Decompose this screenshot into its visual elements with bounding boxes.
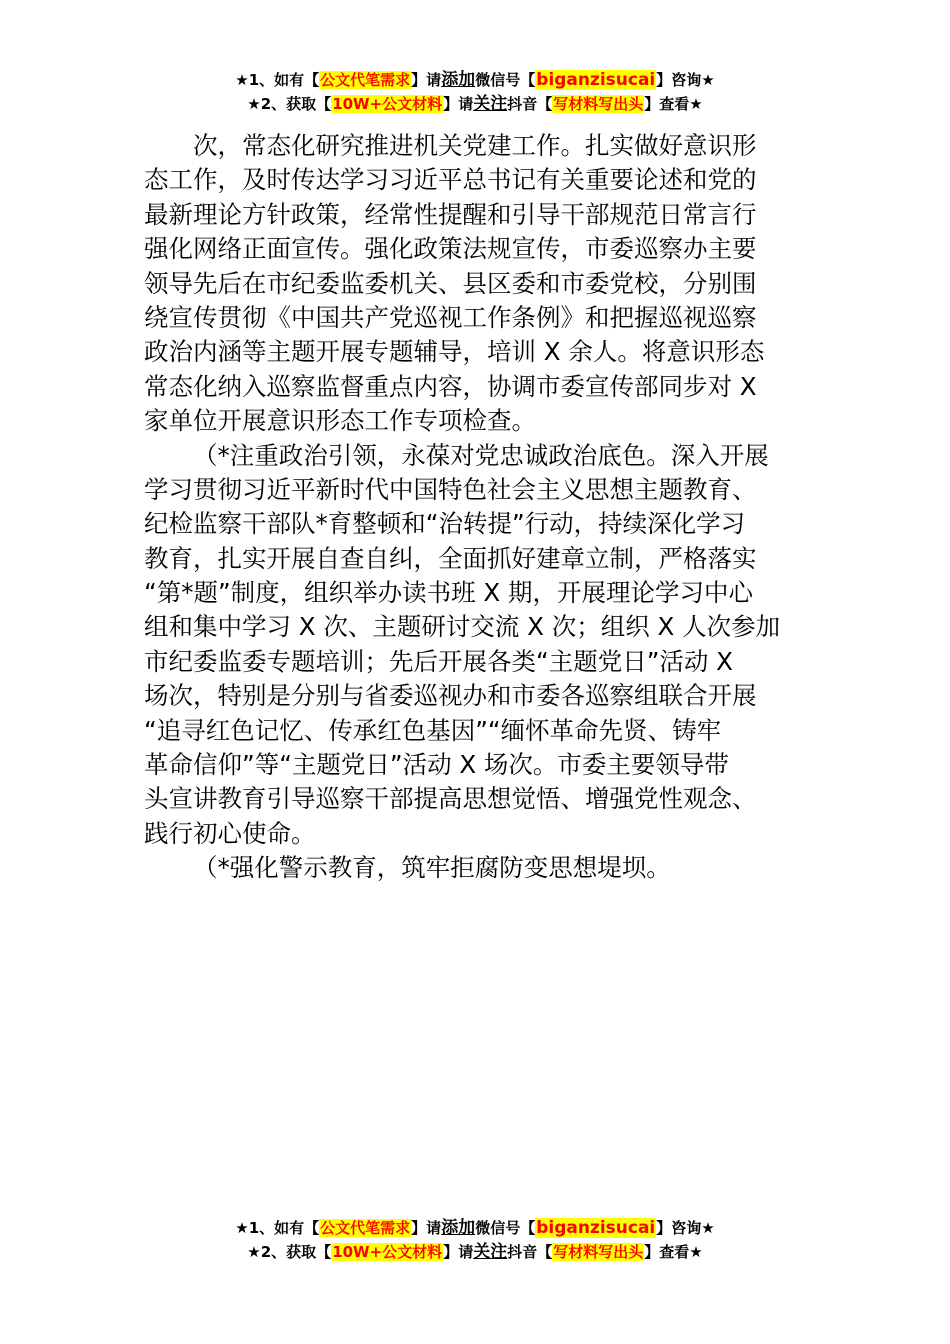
banner-text: ★1、如有【 (235, 1219, 320, 1237)
body-line: 教育，扎实开展自查自纠，全面抓好建章立制，严格落实 (144, 543, 757, 573)
banner-text: 】请 (411, 1219, 442, 1237)
banner-underlined: 关注 (473, 1242, 508, 1262)
footer-banner (0, 1216, 950, 1264)
banner-highlight: 公文代笔需求 (320, 1219, 411, 1237)
body-line: 绕宣传贯彻《中国共产党巡视工作条例》和把握巡视巡察 (144, 302, 757, 332)
banner-text: 抖音【 (507, 1243, 553, 1261)
banner-text: ★2、获取【 (247, 1243, 332, 1261)
banner-line-2 (0, 1240, 950, 1264)
banner-douyin-id: 写材料写出头 (553, 95, 644, 113)
body-line: 组和集中学习 X 次、主题研讨交流 X 次；组织 X 人次参加 (144, 612, 781, 642)
body-line: 学习贯彻习近平新时代中国特色社会主义思想主题教育、 (144, 474, 757, 504)
banner-text: 】请 (443, 95, 474, 113)
banner-underlined: 关注 (473, 94, 508, 114)
section-heading-line: （*强化警示教育，筑牢拒腐防变思想堤坝。 (193, 853, 671, 883)
banner-underlined: 添加 (441, 1218, 476, 1238)
banner-text: 】咨询★ (656, 1219, 715, 1237)
body-line: 场次，特别是分别与省委巡视办和市委各巡察组联合开展 (144, 681, 757, 711)
body-line: 常态化纳入巡察监督重点内容，协调市委宣传部同步对 X (144, 371, 757, 401)
header-banner (0, 68, 950, 116)
banner-douyin-id: 写材料写出头 (553, 1243, 644, 1261)
banner-wechat-id: biganzisucai (536, 1218, 656, 1238)
banner-text: 】查看★ (644, 1243, 703, 1261)
banner-text: ★2、获取【 (247, 95, 332, 113)
body-line: 最新理论方针政策，经常性提醒和引导干部规范日常言行 (144, 199, 757, 229)
body-line: 头宣讲教育引导巡察干部提高思想觉悟、增强党性观念、 (144, 784, 757, 814)
body-line: 市纪委监委专题培训；先后开展各类“主题党日”活动 X (144, 646, 733, 676)
body-line: “追寻红色记忆、传承红色基因”“缅怀革命先贤、铸牢 (144, 715, 722, 745)
body-line: 践行初心使命。 (144, 818, 316, 848)
banner-text: 】请 (411, 71, 442, 89)
body-line: “第*题”制度，组织举办读书班 X 期，开展理论学习中心 (144, 578, 753, 608)
banner-text: 】查看★ (644, 95, 703, 113)
body-line: 家单位开展意识形态工作专项检查。 (144, 406, 536, 436)
banner-wechat-id: biganzisucai (536, 70, 656, 90)
banner-line-2 (0, 92, 950, 116)
body-line: 态工作，及时传达学习习近平总书记有关重要论述和党的 (144, 165, 757, 195)
banner-text: 】请 (443, 1243, 474, 1261)
banner-text: ★1、如有【 (235, 71, 320, 89)
document-body (144, 129, 808, 886)
body-line: 领导先后在市纪委监委机关、县区委和市委党校，分别围 (144, 268, 757, 298)
body-line: 革命信仰”等“主题党日”活动 X 场次。市委主要领导带 (144, 750, 729, 780)
banner-highlight: 10W+公文材料 (332, 95, 443, 113)
banner-text: 】咨询★ (656, 71, 715, 89)
body-line: 纪检监察干部队*育整顿和“治转提”行动，持续深化学习 (144, 509, 746, 539)
banner-line-1 (0, 1216, 950, 1240)
body-line: 次，常态化研究推进机关党建工作。扎实做好意识形 (193, 131, 757, 160)
banner-text: 微信号【 (475, 1219, 536, 1237)
body-line: 政治内涵等主题开展专题辅导，培训 X 余人。将意识形态 (144, 337, 765, 367)
banner-line-1 (0, 68, 950, 92)
banner-highlight: 10W+公文材料 (332, 1243, 443, 1261)
section-heading-line: （*注重政治引领，永葆对党忠诚政治底色。深入开展 (193, 440, 769, 470)
body-line: 强化网络正面宣传。强化政策法规宣传，市委巡察办主要 (144, 234, 757, 264)
banner-underlined: 添加 (441, 70, 476, 90)
banner-text: 微信号【 (475, 71, 536, 89)
banner-text: 抖音【 (507, 95, 553, 113)
banner-highlight: 公文代笔需求 (320, 71, 411, 89)
